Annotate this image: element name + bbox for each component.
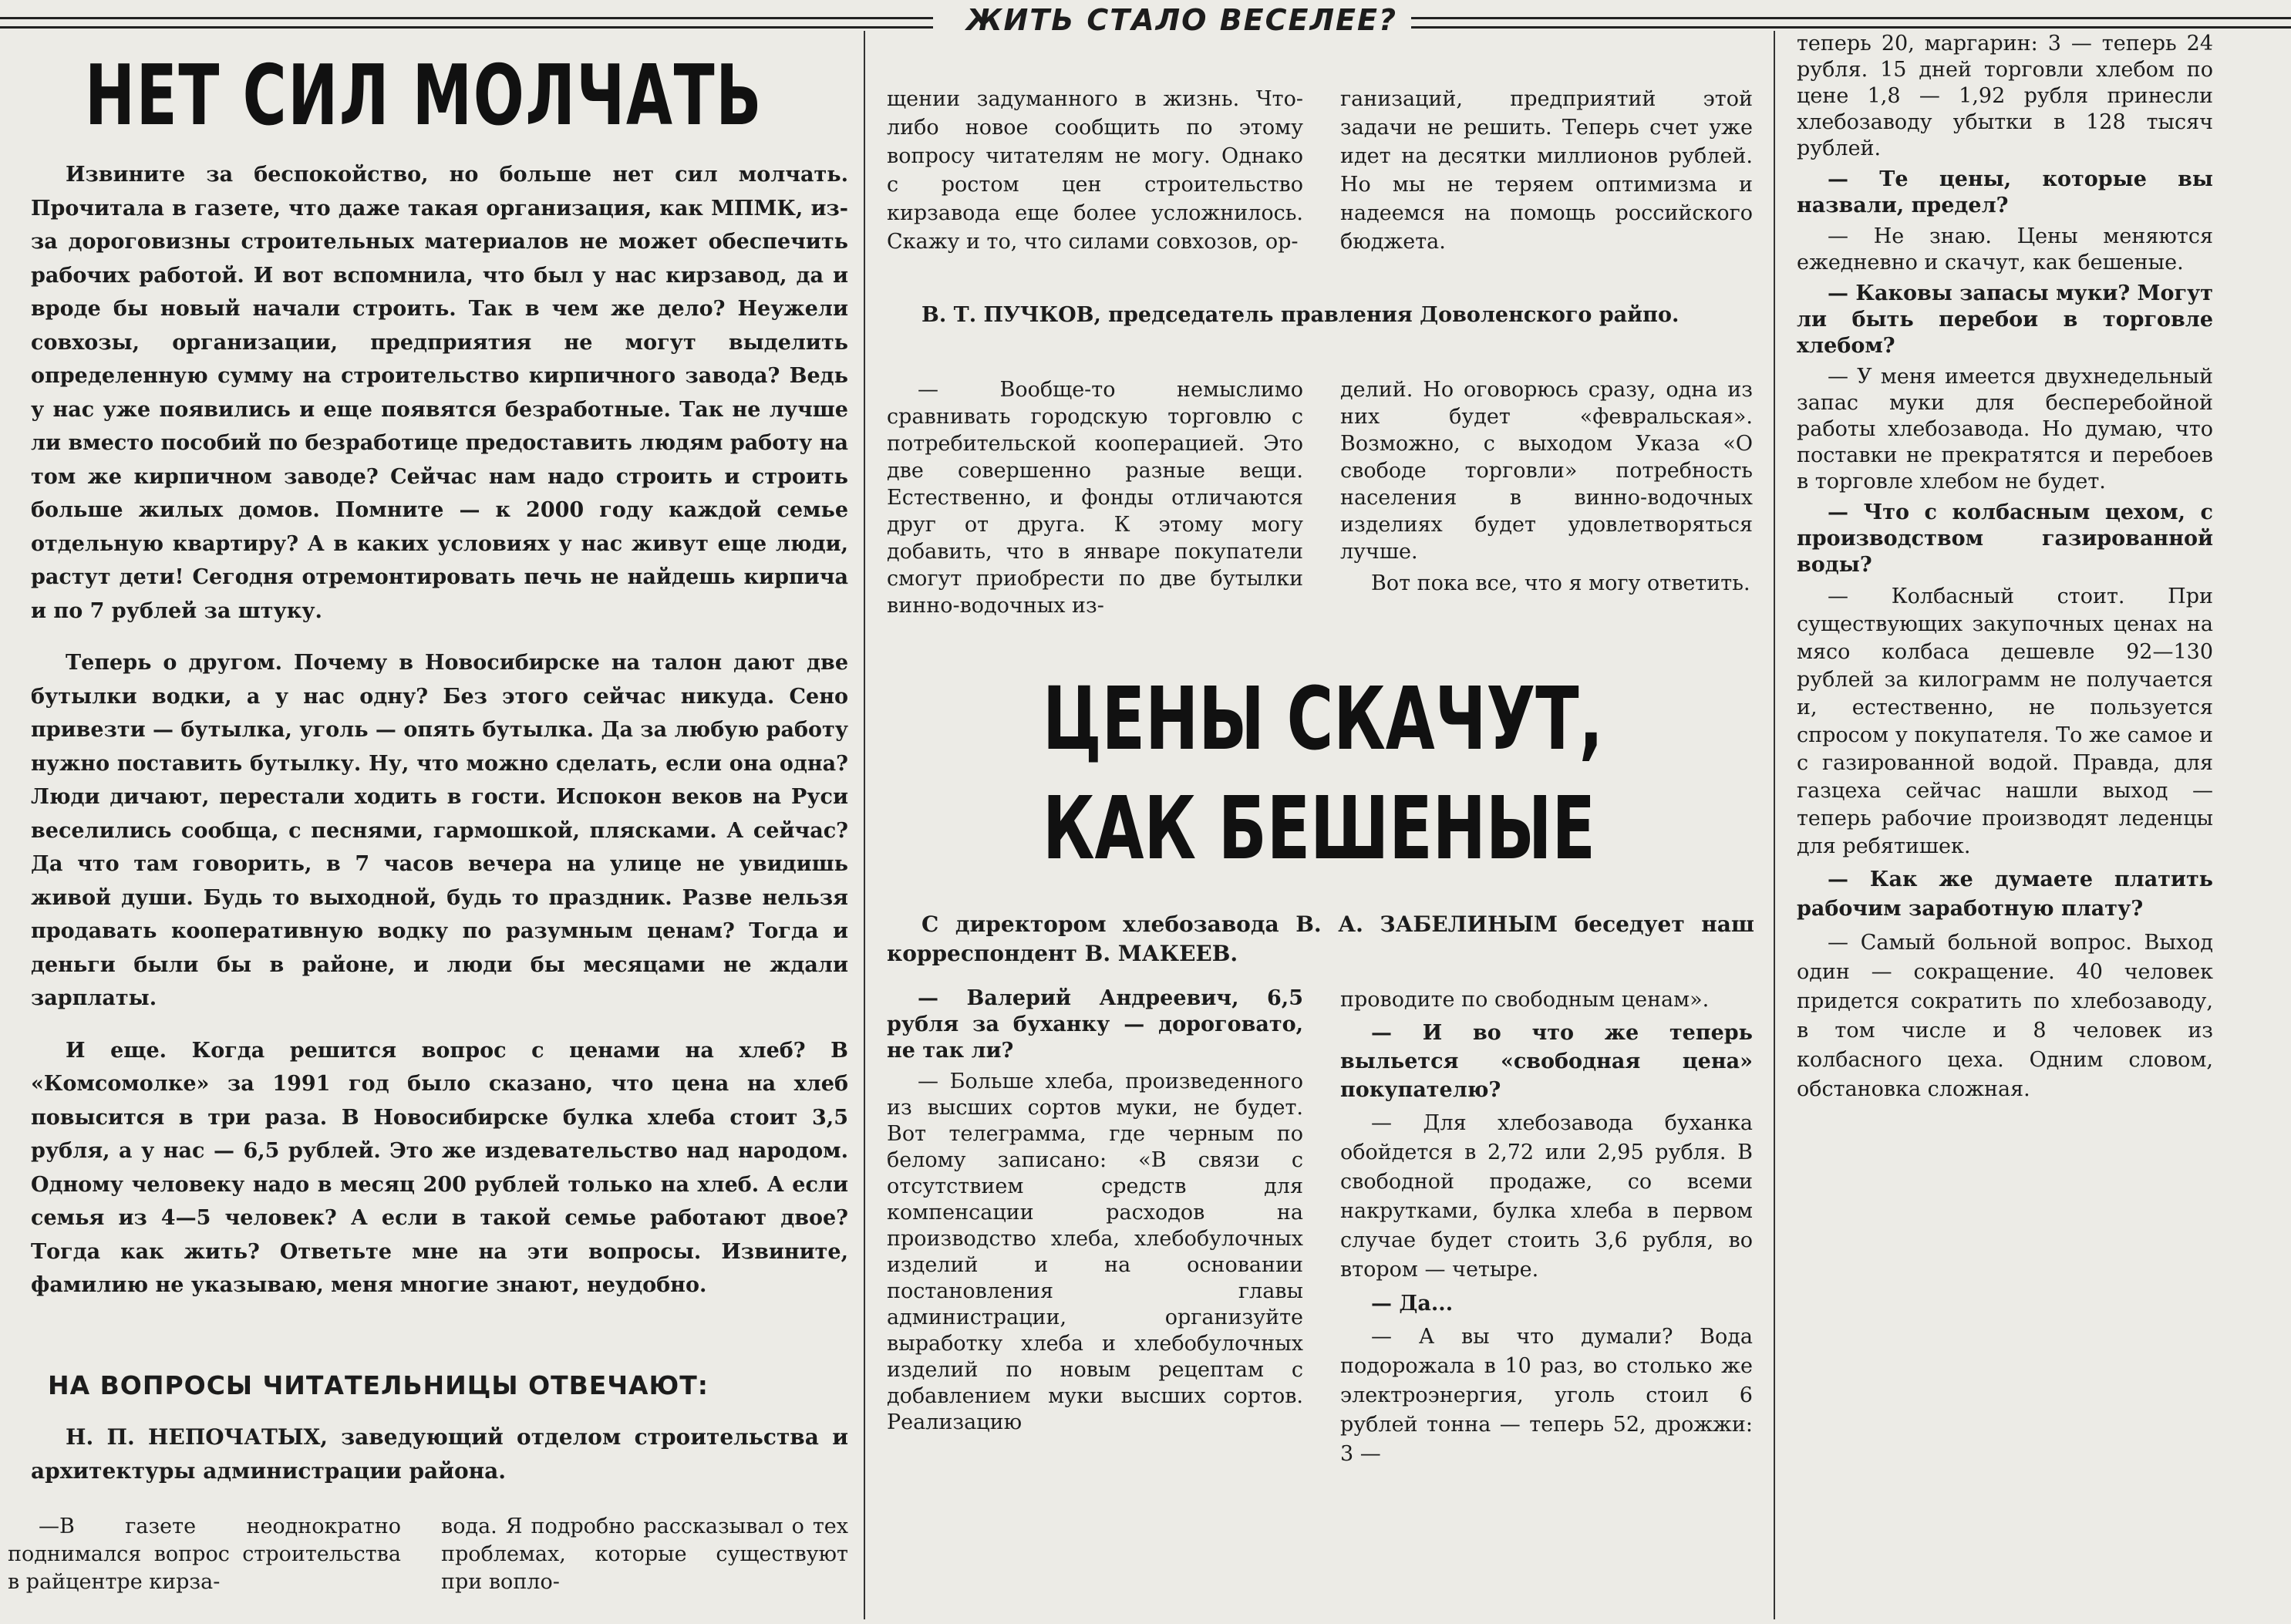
- interview-answer: — Колбасный стоит. При существующих закупочных ценах на мясо колбаса дешевле 92—130 рублей за килограмм не получается и, естественно, не пользуется спросом у покупателя. То же самое и с газированной водой. Правда, для газцеха сейчас нашли выход — теперь рабочие производят леденцы для ребятишек.: [1797, 585, 2213, 858]
- rubric-rule-left: [0, 17, 933, 29]
- interview-question: — Валерий Андреевич, 6,5 рубля за буханку — дороговато, не так ли?: [887, 986, 1303, 1063]
- answer1-byline: Н. П. НЕПОЧАТЫХ, заведующий отделом строительства и архитектуры администрации района.: [31, 1424, 848, 1484]
- interview-answer: — А вы что думали? Вода подорожала в 10 раз, во столько же электроэнергия, уголь стоил 6 рублей тонна — теперь 52, дрожжи: 3 —: [1340, 1325, 1753, 1466]
- answer1-text: ганизаций, предприятий этой задачи не решить. Теперь счет уже идет на десятки миллионов рублей. Но мы не теряем оптимизма и надеемся на помощь российского бюджета.: [1340, 87, 1753, 254]
- answer2-text: делий. Но оговорюсь сразу, одна из них будет «февральская». Возможно, с выходом Указа «О свободе торговли» потребность населения в винно-водочных изделиях будет удовлетворяться лучше.: [1340, 378, 1753, 564]
- column-divider: [864, 31, 865, 1619]
- rubric-rule-right: [1411, 17, 2291, 29]
- article2-column-1: [887, 986, 1303, 1436]
- section-rubric: ЖИТЬ СТАЛО ВЕСЕЛЕЕ?: [965, 3, 1398, 37]
- interview-question: — Да...: [1371, 1292, 1454, 1316]
- interview-answer: проводите по свободным ценам».: [1340, 988, 1710, 1012]
- answer1-text: —В газете неоднократно поднимался вопрос строительства в райцентре кирза-: [8, 1514, 401, 1594]
- answer2-text: Вот пока все, что я могу ответить.: [1371, 571, 1750, 595]
- article2-lead: С директором хлебозавода В. А. ЗАБЕЛИНЫМ беседует наш корреспондент В. МАКЕЕВ.: [887, 911, 1754, 966]
- article2-column-2: [1340, 986, 1753, 1469]
- article1-headline: НЕТ СИЛ МОЛЧАТЬ: [85, 48, 763, 144]
- interview-answer: теперь 20, маргарин: 3 — теперь 24 рубля. 15 дней торговли хлебом по цене 1,8 — 1,92 рубля принесли хлебозаводу убытки в 128 тысяч рублей.: [1797, 32, 2213, 160]
- interview-answer: — Самый больной вопрос. Выход один — сокращение. 40 человек придется сократить по хлебозаводу, в том числе и 8 человек из колбасного цеха. Одним словом, обстановка сложная.: [1797, 931, 2213, 1101]
- column-divider: [1774, 31, 1775, 1619]
- article1-body: [31, 158, 848, 1302]
- article1-paragraph: Извините за беспокойство, но больше нет сил молчать. Прочитала в газете, что даже такая организация, как МПМК, из-за дороговизны строительных материалов не может обеспечить рабочих работой. И вот вспомнила, что был у нас кирзавод, да и вроде бы новый начали строить. Так в чем же дело? Неужели совхозы, организации, предприятия не могут выделить определенную сумму на строительство кирпичного завода? Ведь у нас уже появились и еще появятся безработные. Так не лучше ли вместо пособий по безработице предоставить людям работу на том же кирпичном заводе? Сейчас нам надо строить и строить больше жилых домов. Помните — к 2000 году каждой семье отдельную квартиру? А в каких условиях у нас живут еще люди, растут дети! Сегодня отремонтировать печь не найдешь кирпича и по 7 рублей за штуку.: [31, 163, 848, 623]
- interview-question: — И во что же теперь выльется «свободная цена» покупателю?: [1340, 1021, 1753, 1102]
- interview-question: — Что с колбасным цехом, с производством газированной воды?: [1797, 500, 2213, 577]
- article2-headline-line: ЦЕНЫ СКАЧУТ,: [1043, 669, 1604, 770]
- interview-answer: — Не знаю. Цены меняются ежедневно и скачут, как бешеные.: [1797, 224, 2213, 275]
- interview-question: — Каковы запасы муки? Могут ли быть перебои в торговле хлебом?: [1797, 281, 2214, 358]
- answer1-text: щении задуманного в жизнь. Что-либо новое сообщить по этому вопросу читателям не могу. Однако с ростом цен строительство кирзавода еще более усложнилось. Скажу и то, что силами совхозов, ор-: [887, 87, 1303, 254]
- interview-answer: — У меня имеется двухнедельный запас муки для бесперебойной работы хлебозавода. Но думаю, что поставки не прекратятся и перебоев в торговле хлебом не будет.: [1797, 365, 2213, 494]
- interview-question: — Как же думаете платить рабочим заработную плату?: [1797, 868, 2213, 921]
- interview-answer: — Больше хлеба, произведенного из высших сортов муки, не будет. Вот телеграмма, где черным по белому записано: «В связи с отсутствием средств для компенсации расходов на производство хлеба, хлебобулочных изделий и на основании постановления главы администрации, организуйте выработку хлеба и хлебобулочных изделий по новым рецептам с добавлением муки высших сортов. Реализацию: [887, 1070, 1303, 1434]
- answer1-text: вода. Я подробно рассказывал о тех проблемах, которые существуют при вопло-: [441, 1514, 848, 1594]
- interview-answer: — Для хлебозавода буханка обойдется в 2,72 или 2,95 рубля. В свободной продаже, со всеми накрутками, булка хлеба в первом случае будет стоить 3,6 рубля, во втором — четыре.: [1340, 1111, 1753, 1282]
- answer2-byline: В. Т. ПУЧКОВ, председатель правления Доволенского райпо.: [921, 303, 1680, 327]
- answer2-text: — Вообще-то немыслимо сравнивать городскую торговлю с потребительской кооперацией. Это две совершенно разные вещи. Естественно, и фонды отличаются друг от друга. К этому могу добавить, что в январе покупатели смогут приобрести по две бутылки винно-водочных из-: [887, 378, 1303, 618]
- article1-paragraph: И еще. Когда решится вопрос с ценами на хлеб? В «Комсомолке» за 1991 год было сказано, что цена на хлеб повысится в три раза. В Новосибирске булка хлеба стоит 3,5 рубля, а у нас — 6,5 рублей. Это же издевательство над народом. Одному человеку надо в месяц 200 рублей только на хлеб. А если семья из 4—5 человек? А если в такой семье работают двое? Тогда как жить? Ответьте мне на эти вопросы. Извините, фамилию не указываю, меня многие знают, неудобно.: [31, 1038, 848, 1297]
- answer2-text-right: [1340, 376, 1753, 597]
- article2-column-3: [1797, 31, 2213, 1104]
- answers-heading: НА ВОПРОСЫ ЧИТАТЕЛЬНИЦЫ ОТВЕЧАЮТ:: [48, 1370, 709, 1400]
- article2-headline: [1043, 665, 1603, 884]
- article2-headline-line: КАК БЕШЕНЫЕ: [1043, 779, 1595, 879]
- interview-question: — Те цены, которые вы назвали, предел?: [1797, 167, 2213, 217]
- article1-paragraph: Теперь о другом. Почему в Новосибирске на талон дают две бутылки водки, а у нас одну? Без этого сейчас никуда. Сено привезти — бутылка, уголь — опять бутылка. Да за любую работу нужно поставить бутылку. Ну, что можно сделать, если она одна? Люди дичают, перестали ходить в гости. Испокон веков на Руси веселились сообща, с песнями, гармошкой, плясками. А сейчас? Да что там говорить, в 7 часов вечера на улице не увидишь живой души. Будь то выходной, будь то праздник. Разве нельзя продавать кооперативную водку по разумным ценам? Тогда и деньги были бы в районе, и люди бы месяцами не ждали зарплаты.: [31, 651, 848, 1010]
